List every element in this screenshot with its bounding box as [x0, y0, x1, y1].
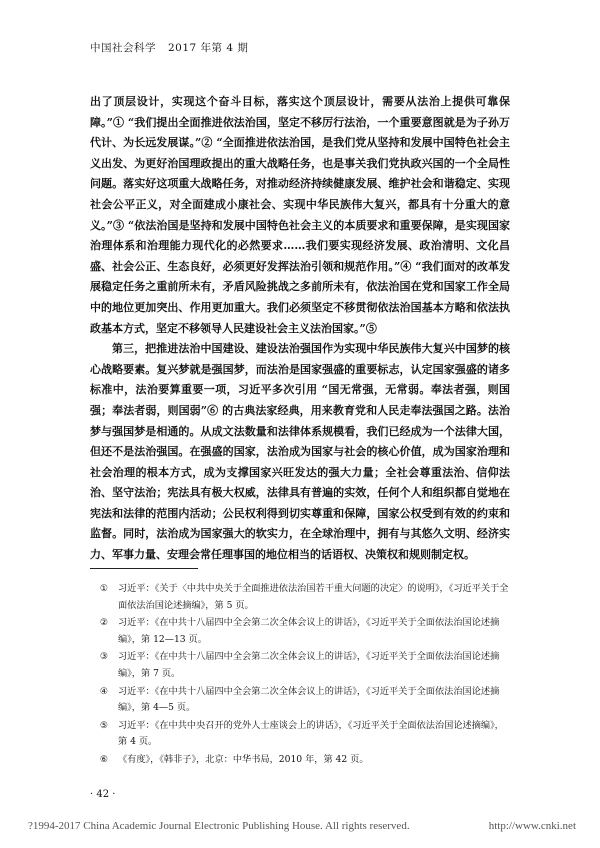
footnote-mark: ⑥: [99, 753, 109, 765]
footnote-2: [90, 615, 510, 648]
paragraph-continued: 出了顶层设计，实现这个奋斗目标，落实这个顶层设计，需要从法治上提供可靠保障。”① “我们提出全面推进依法治国，坚定不移厉行法治，一个重要意图就是为子孙万代计、为长远发展谋。”② “全面推进依法治国，是我们党从坚持和发展中国特色社会主义出发、为更好治国理政提出的重大战略任务，也是事关我们党执政兴国的一个全局性问题。落实好这项重大战略任务，对推动经济持续健康发展、维护社会和谐稳定、实现社会公平正义，对全面建成小康社会、实现中华民族伟大复兴，都具有十分重大的意义。”③ “依法治国是坚持和发展中国特色社会主义的本质要求和重要保障，是实现国家治理体系和治理能力现代化的必然要求……我们要实现经济发展、政治清明、文化昌盛、社会公正、生态良好，必须更好发挥法治引领和规范作用。”④ “我们面对的改革发展稳定任务之重前所未有，矛盾风险挑战之多前所未有，依法治国在党和国家工作全局中的地位更加突出、作用更加重大。我们必须坚定不移贯彻依法治国基本方略和依法执政基本方式，坚定不移领导人民建设社会主义法治国家。”⑤: [90, 95, 510, 335]
footnote-text: 习近平：《在中共十八届四中全会第二次全体会议上的讲话》，《习近平关于全面依法治国论述摘编》，第 4—5 页。: [118, 685, 500, 714]
footnote-mark: ①: [99, 583, 109, 594]
footnote-text: 习近平：《关于〈中共中央关于全面推进依法治国若干重大问题的决定〉的说明》，《习近平关于全面依法治国论述摘编》，第 5 页。: [118, 583, 509, 611]
footnote-4: [90, 684, 510, 717]
journal-title: 中国社会科学: [90, 42, 156, 54]
running-header: [90, 40, 248, 55]
issue-label: 2017 年第 4 期: [168, 42, 249, 54]
footnote-mark: ⑤: [99, 719, 109, 731]
footnote-text: 习近平：《在中共十八届四中全会第二次全体会议上的讲话》，《习近平关于全面依法治国论述摘编》，第 7 页。: [118, 651, 500, 679]
copyright-notice: ?1994-2017 China Academic Journal Electronic Publishing House. All rights reserved.: [28, 820, 410, 832]
footnote-5: [90, 718, 510, 751]
footnote-mark: ②: [99, 617, 109, 629]
publisher-url[interactable]: http://www.cnki.net: [488, 820, 576, 832]
paragraph-third-point: 第三，把推进法治中国建设、建设法治强国作为实现中华民族伟大复兴中国梦的核心战略要素。复兴梦就是强国梦，而法治是国家强盛的重要标志，认定国家强盛的诸多标准中，法治要算重要一项，习近平多次引用 “国无常强，无常弱。奉法者强，则国强；奉法者弱，则国弱”⑥ 的古典法家经典，用来教育党和人民走奉法强国之路。法治梦与强国梦是相通的。从成文法数量和法律体系规模看，我们已经成为一个法律大国，但还不是法治强国。在强盛的国家，法治成为国家与社会的核心价值，成为国家治理和社会治理的根本方式，成为支撑国家兴旺发达的强大力量；全社会尊重法治、信仰法治、坚守法治；宪法具有极大权威，法律具有普遍的实效，任何个人和组织都自觉地在宪法和法律的范围内活动；公民权利得到切实尊重和保障，国家公权受到有效的约束和监督。同时，法治成为国家强大的软实力，在全球治理中，拥有与其悠久文明、经济实力、军事力量、安理会常任理事国的地位相当的话语权、决策权和规则制定权。: [90, 342, 510, 562]
footnote-1: [90, 581, 510, 614]
footnote-mark: ③: [99, 651, 109, 663]
footnote-text: 习近平：《在中共中央召开的党外人士座谈会上的讲话》，《习近平关于全面依法治国论述摘编》，第 4 页。: [118, 719, 504, 748]
footnote-divider: [90, 568, 198, 569]
copyright-footer: [28, 820, 576, 832]
footnote-3: [90, 649, 510, 682]
footnotes: [90, 581, 510, 770]
footnote-6: [90, 752, 510, 769]
footnote-text: 《有度》，《韩非子》，北京：中华书局，2010 年，第 42 页。: [118, 753, 369, 765]
article-body: [90, 92, 510, 566]
footnote-text: 习近平：《在中共十八届四中全会第二次全体会议上的讲话》，《习近平关于全面依法治国论述摘编》，第 12—13 页。: [118, 617, 500, 645]
page-number: · 42 ·: [90, 789, 116, 800]
footnote-mark: ④: [99, 685, 109, 697]
